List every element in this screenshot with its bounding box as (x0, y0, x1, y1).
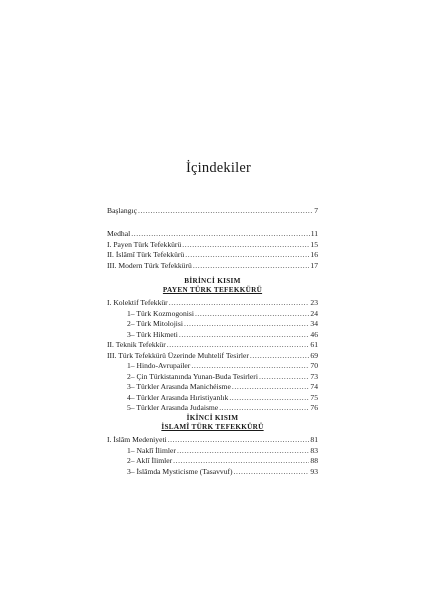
toc-entry (107, 361, 318, 372)
toc-entry-baslangic (107, 206, 318, 217)
leader-dots (179, 330, 310, 341)
part-subheading: PAYEN TÜRK TEFEKKÜRÜ (162, 286, 263, 294)
toc-entry (107, 250, 318, 261)
toc-entry-page: 15 (310, 239, 318, 249)
leader-dots (168, 435, 310, 446)
toc-entry-label: 3– Türkler Arasında Manichéisme (127, 382, 231, 391)
toc-entry (107, 456, 318, 467)
leader-dots (173, 456, 309, 467)
part-subheading: İSLAMÎ TÜRK TEFEKKÜRÜ (161, 423, 264, 431)
leader-dots (167, 340, 310, 351)
toc-entry (107, 298, 318, 309)
toc-entry-label: 4– Türkler Arasında Hıristiyanlık (127, 392, 229, 402)
toc-entry-medhal (107, 229, 318, 240)
toc-entry (107, 446, 318, 457)
toc-entry (107, 393, 318, 404)
toc-part2-section (107, 414, 318, 477)
part-heading: İKİNCİ KISIM (186, 414, 239, 422)
leader-dots (219, 403, 309, 414)
toc-medhal-section (107, 229, 318, 271)
toc-entry-page: 23 (310, 298, 318, 307)
toc-entry (107, 340, 318, 351)
leader-dots (169, 298, 310, 309)
toc-part1-section (107, 277, 318, 414)
toc-entry-label: I. Kolektif Tefekkür (107, 298, 168, 307)
toc-entry-label: 5– Türkler Arasında Judaisme (127, 403, 219, 412)
leader-dots (138, 206, 313, 217)
leader-dots (185, 250, 309, 261)
toc-entry (107, 261, 318, 272)
leader-dots (184, 319, 309, 330)
toc-entry-label: 3– İslâmda Mysticisme (Tasavvuf) (127, 466, 233, 476)
toc-entry (107, 435, 318, 446)
toc-entry-label: 2– Çin Türkistanında Yunan-Buda Tesirleri (127, 371, 258, 381)
toc-entry-page: 69 (310, 350, 318, 360)
leader-dots (234, 467, 310, 478)
toc-entry-label: 1– Hindo-Avrupailer (127, 361, 191, 370)
page-title: İçindekiler (186, 160, 252, 176)
toc-entry-page: 73 (310, 371, 318, 381)
toc-entry-label: 3– Türk Hikmeti (127, 329, 178, 339)
toc-entry-label: I. İslâm Medeniyeti (107, 435, 167, 444)
toc-entry-page: 74 (310, 382, 318, 391)
toc-entry-page: 81 (310, 435, 318, 444)
toc-entry-label: 2– Türk Mitolojisi (127, 319, 183, 328)
leader-dots (229, 393, 309, 404)
toc-entry (107, 240, 318, 251)
part2-entries (107, 435, 318, 477)
toc-entry-page: 76 (310, 403, 318, 412)
toc-entry-page: 7 (314, 206, 318, 215)
toc-entry-page: 34 (310, 319, 318, 328)
toc-entry-page: 75 (310, 392, 318, 402)
toc-entry-page: 16 (310, 250, 318, 259)
leader-dots (195, 309, 309, 320)
part1-entries (107, 298, 318, 414)
toc-entry-page: 83 (310, 445, 318, 455)
leader-dots (182, 240, 309, 251)
toc-entry-label: Medhal (107, 229, 131, 238)
toc-entry-label: Başlangıç (107, 206, 137, 215)
toc-entry-label: II. İslâmî Türk Tefekkürü (107, 250, 185, 259)
toc-entry-page: 88 (310, 456, 318, 465)
toc-entry-page: 70 (310, 361, 318, 370)
leader-dots (250, 351, 310, 362)
toc-entry-page: 61 (310, 340, 318, 349)
toc-entry (107, 309, 318, 320)
leader-dots (193, 261, 310, 272)
toc-entry-label: III. Türk Tefekkürü Üzerinde Muhtelif Tesirler (107, 350, 249, 360)
toc-entry-label: 2– Aklî İlimler (127, 456, 173, 465)
toc-entry-label: 1– Naklî İlimler (127, 445, 176, 455)
leader-dots (232, 382, 310, 393)
toc-entry-page: 93 (310, 466, 318, 476)
leader-dots (191, 361, 309, 372)
toc-entry-label: 1– Türk Kozmogonisi (127, 308, 194, 318)
toc-entry (107, 372, 318, 383)
toc-entry (107, 351, 318, 362)
leader-dots (259, 372, 309, 383)
toc-entry-page: 24 (310, 308, 318, 318)
toc-entry-page: 17 (310, 260, 318, 270)
leader-dots (177, 446, 309, 457)
toc-entry-label: II. Teknik Tefekkür (107, 340, 166, 349)
toc-intro-section (107, 206, 318, 217)
leader-dots (131, 229, 309, 240)
toc-entry-label: III. Modern Türk Tefekkürü (107, 260, 192, 270)
part-heading: BİRİNCİ KISIM (184, 277, 241, 285)
toc-entry-page: 11 (310, 229, 318, 238)
toc-entry-page: 46 (310, 329, 318, 339)
toc-entry (107, 330, 318, 341)
toc-entry (107, 382, 318, 393)
toc-entry-label: I. Payen Türk Tefekkürü (107, 239, 182, 249)
toc-entry (107, 403, 318, 414)
toc-entry (107, 467, 318, 478)
toc-entry (107, 319, 318, 330)
